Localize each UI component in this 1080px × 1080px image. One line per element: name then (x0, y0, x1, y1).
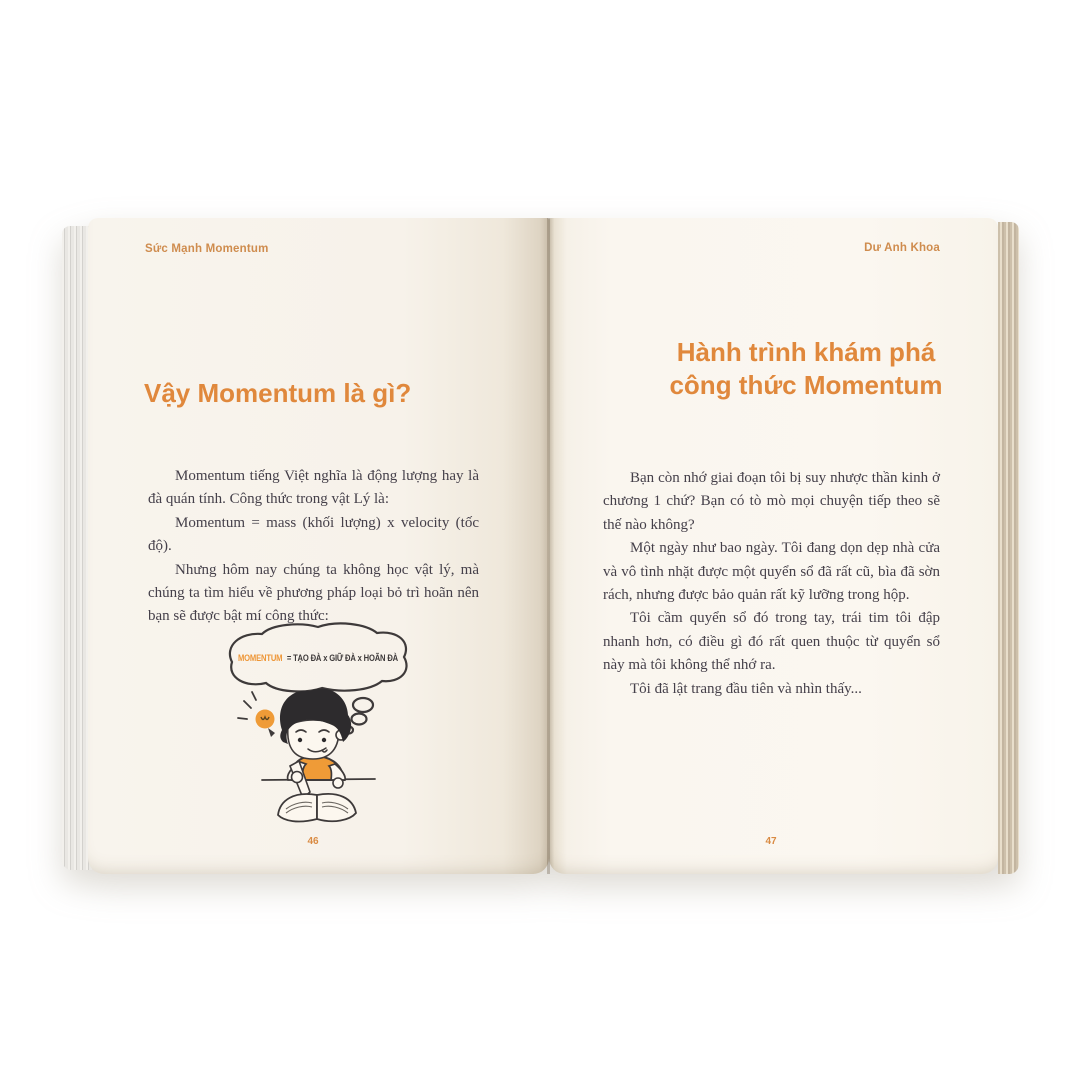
paragraph: Momentum tiếng Việt nghĩa là động lượng hay là đà quán tính. Công thức trong vật Lý là: (148, 468, 479, 508)
left-page (88, 218, 549, 874)
boy-writing-illustration (214, 620, 462, 836)
page-number-left: 46 (307, 836, 319, 847)
paragraph: Tôi đã lật trang đầu tiên và nhìn thấy... (630, 680, 862, 697)
lightbulb-icon (238, 692, 275, 737)
page-number-right: 47 (765, 836, 777, 847)
open-notebook-icon (278, 794, 356, 822)
open-book (62, 218, 1019, 878)
paragraph: Nhưng hôm nay chúng ta không học vật lý, mà chúng ta tìm hiểu về phương pháp loại bỏ trì hoãn nên bạn sẽ được bật mí công thức: (148, 561, 479, 625)
boy-figure (262, 688, 375, 801)
right-chapter-heading (611, 336, 1001, 402)
left-chapter-heading: Vậy Momentum là gì? (144, 378, 412, 408)
paragraph: Momentum = mass (khối lượng) x velocity (tốc độ). (148, 514, 479, 555)
book-spine-crease (547, 218, 550, 874)
paragraph: Bạn còn nhớ giai đoạn tôi bị suy nhược thần kinh ở chương 1 chứ? Bạn có tò mò mọi chuyện tiếp theo sẽ thế nào không? (603, 470, 940, 533)
left-body-text (148, 465, 479, 629)
heading-line: công thức Momentum (669, 370, 943, 400)
right-page (549, 218, 998, 874)
page-edge-stack-right (998, 222, 1019, 874)
momentum-formula-text: MOMENTUM = TẠO ĐÀ x GIỮ ĐÀ x HOÃN ĐÀ (238, 653, 419, 663)
paragraph: Một ngày như bao ngày. Tôi đang dọn dẹp nhà cửa và vô tình nhặt được một quyển sổ đã rất cũ, bìa đã sờn rách, nhưng được bảo quản rất kỹ lưỡng trong hộp. (603, 540, 940, 604)
running-header-right: Dư Anh Khoa (864, 242, 940, 254)
heading-line: Hành trình khám phá (676, 337, 936, 367)
running-header-left: Sức Mạnh Momentum (145, 243, 269, 255)
right-body-text (603, 467, 940, 701)
paragraph: Tôi cầm quyển sổ đó trong tay, trái tim tôi đập nhanh hơn, có điều gì đó rất quen thuộc từ quyển sổ này mà tôi không thể nhớ ra. (603, 610, 940, 674)
